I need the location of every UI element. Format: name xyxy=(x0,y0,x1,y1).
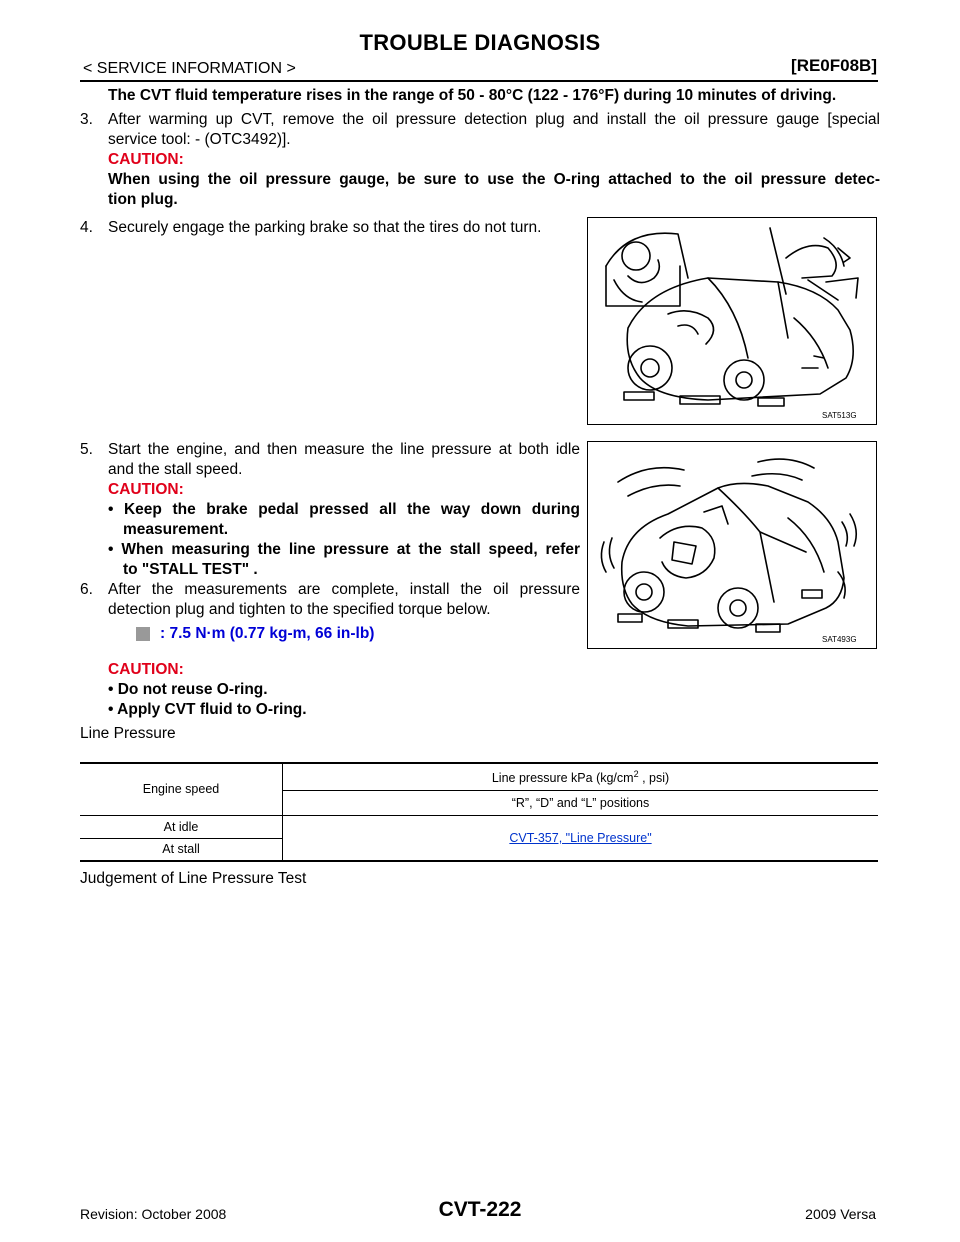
figure-line-pressure xyxy=(587,441,877,649)
footer-revision: Revision: October 2008 xyxy=(80,1206,227,1222)
car-parking-brake-illustration xyxy=(588,218,876,424)
caution-label: CAUTION: xyxy=(108,661,184,678)
step-number: 4. xyxy=(80,219,93,236)
torque-value: : 7.5 N·m (0.77 kg-m, 66 in-lb) xyxy=(160,625,375,642)
step-text: Securely engage the parking brake so that the tires do not turn. xyxy=(108,219,542,236)
caution-text: tion plug. xyxy=(108,191,178,208)
caution-bullet: • Apply CVT fluid to O-ring. xyxy=(108,701,307,718)
caution-text: When using the oil pressure gauge, be sure to use the O-ring attached to the oil pressure detec- xyxy=(108,171,880,188)
figure-label: SAT513G xyxy=(822,411,857,420)
page-number: CVT-222 xyxy=(438,1198,522,1221)
judgement-heading: Judgement of Line Pressure Test xyxy=(80,870,307,887)
line-pressure-heading: Line Pressure xyxy=(80,725,176,742)
intro-text: The CVT fluid temperature rises in the range of 50 - 80°C (122 - 176°F) during 10 minutes of driving. xyxy=(108,87,837,104)
step-3 xyxy=(80,110,880,210)
step-text: and the stall speed. xyxy=(108,461,243,478)
caution-bullet-cont: to "STALL TEST" . xyxy=(123,561,258,578)
caution-bullet-cont: measurement. xyxy=(123,521,229,538)
table-row-label: At stall xyxy=(80,838,283,861)
step-text: detection plug and tighten to the specified torque below. xyxy=(108,601,491,618)
line-pressure-table xyxy=(80,762,878,862)
section-label: < SERVICE INFORMATION > xyxy=(83,60,296,77)
caution-label: CAUTION: xyxy=(108,151,184,168)
page-title: TROUBLE DIAGNOSIS xyxy=(359,30,601,55)
table-header-engine-speed: Engine speed xyxy=(80,763,283,815)
torque-icon xyxy=(136,627,150,641)
step-6-caution xyxy=(108,660,588,720)
step-number: 3. xyxy=(80,111,93,128)
step-5 xyxy=(80,440,580,580)
line-pressure-reference-link[interactable]: CVT-357, "Line Pressure" xyxy=(509,830,652,845)
step-6 xyxy=(80,580,580,620)
car-engine-running-illustration xyxy=(588,442,876,648)
step-number: 6. xyxy=(80,581,93,598)
figure-parking-brake xyxy=(587,217,877,425)
step-text: Start the engine, and then measure the line pressure at both idle xyxy=(108,441,580,458)
caution-bullet: • Do not reuse O-ring. xyxy=(108,681,268,698)
step-4 xyxy=(80,218,580,238)
step-text: After the measurements are complete, install the oil pressure xyxy=(108,581,580,598)
step-number: 5. xyxy=(80,441,93,458)
table-row-label: At idle xyxy=(80,815,283,838)
footer-edition: 2009 Versa xyxy=(805,1206,876,1222)
table-reference-cell xyxy=(283,815,879,861)
header-rule xyxy=(80,80,878,82)
caution-bullet: • Keep the brake pedal pressed all the way down during xyxy=(108,501,580,518)
caution-label: CAUTION: xyxy=(108,481,184,498)
table-subheader-positions: “R”, “D” and “L” positions xyxy=(283,790,879,815)
step-text: service tool: - (OTC3492)]. xyxy=(108,131,291,148)
figure-label: SAT493G xyxy=(822,635,857,644)
model-code: [RE0F08B] xyxy=(791,56,877,75)
step-text: After warming up CVT, remove the oil pressure detection plug and install the oil pressure gauge [special xyxy=(108,111,880,128)
table-header-line-pressure: Line pressure kPa ($kg/cm^2$ , psi) xyxy=(283,763,879,790)
caution-bullet: • When measuring the line pressure at the stall speed, refer xyxy=(108,541,580,558)
